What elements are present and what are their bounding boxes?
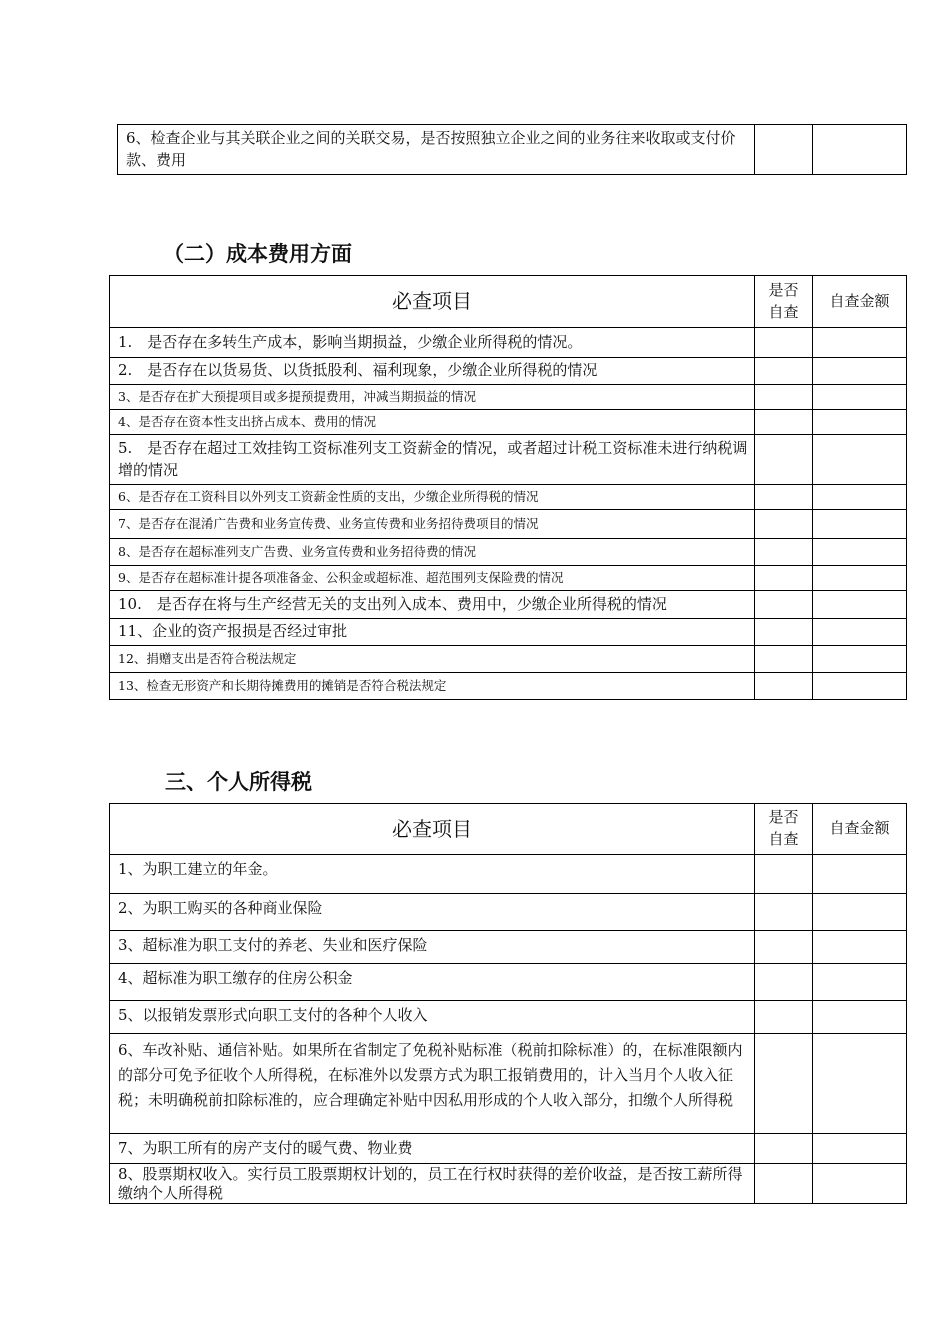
table-row	[118, 125, 907, 175]
check-item: 1、为职工建立的年金。	[110, 855, 755, 894]
amount-cell[interactable]	[813, 539, 907, 566]
table-row	[110, 619, 907, 646]
amount-cell[interactable]	[813, 1034, 907, 1134]
table-row	[110, 566, 907, 591]
amount-cell[interactable]	[813, 358, 907, 385]
check-item: 9、是否存在超标准计提各项准备金、公积金或超标准、超范围列支保险费的情况	[110, 566, 755, 591]
checked-cell[interactable]	[755, 510, 813, 539]
amount-cell[interactable]	[813, 619, 907, 646]
checked-cell[interactable]	[755, 1034, 813, 1134]
table-row	[110, 358, 907, 385]
table-row	[110, 855, 907, 894]
check-item: 4、超标准为职工缴存的住房公积金	[110, 964, 755, 1001]
amount-cell[interactable]	[813, 855, 907, 894]
amount-cell[interactable]	[813, 410, 907, 435]
amount-cell[interactable]	[813, 435, 907, 485]
check-item: 1. 是否存在多转生产成本，影响当期损益，少缴企业所得税的情况。	[110, 328, 755, 358]
table-row	[110, 646, 907, 673]
check-item: 11、企业的资产报损是否经过审批	[110, 619, 755, 646]
checked-cell[interactable]	[755, 566, 813, 591]
amount-cell[interactable]	[813, 646, 907, 673]
header-amount: 自查金额	[813, 804, 907, 855]
table-row	[110, 485, 907, 510]
checked-cell[interactable]	[755, 855, 813, 894]
table-row	[110, 894, 907, 931]
check-item: 5. 是否存在超过工效挂钩工资标准列支工资薪金的情况，或者超过计税工资标准未进行纳税调增的情况	[110, 435, 755, 485]
table-row	[110, 673, 907, 700]
table-row	[110, 1164, 907, 1204]
table-row	[110, 1001, 907, 1034]
check-item: 6、是否存在工资科目以外列支工资薪金性质的支出，少缴企业所得税的情况	[110, 485, 755, 510]
check-item: 2. 是否存在以货易货、以货抵股利、福利现象，少缴企业所得税的情况	[110, 358, 755, 385]
table-row	[110, 591, 907, 619]
personal-income-tax-table	[109, 803, 907, 1204]
amount-cell[interactable]	[813, 566, 907, 591]
check-item: 3、超标准为职工支付的养老、失业和医疗保险	[110, 931, 755, 964]
checked-cell[interactable]	[755, 539, 813, 566]
header-checked: 是否自查	[755, 276, 813, 328]
table-row	[110, 385, 907, 410]
amount-cell[interactable]	[813, 385, 907, 410]
check-item: 7、为职工所有的房产支付的暖气费、物业费	[110, 1134, 755, 1164]
related-party-table	[117, 124, 907, 175]
section-title-personal-tax: 三、个人所得税	[165, 770, 312, 794]
table-row	[110, 435, 907, 485]
checked-cell[interactable]	[755, 485, 813, 510]
header-amount: 自查金额	[813, 276, 907, 328]
check-item: 12、捐赠支出是否符合税法规定	[110, 646, 755, 673]
checked-cell[interactable]	[755, 435, 813, 485]
amount-cell[interactable]	[813, 1164, 907, 1204]
amount-cell[interactable]	[813, 125, 907, 175]
section-title-cost: （二）成本费用方面	[163, 242, 352, 266]
check-item: 6、检查企业与其关联企业之间的关联交易，是否按照独立企业之间的业务往来收取或支付价款、费用	[118, 125, 755, 175]
table-row	[110, 1034, 907, 1134]
checked-cell[interactable]	[755, 410, 813, 435]
checked-cell[interactable]	[755, 385, 813, 410]
cost-expense-table	[109, 275, 907, 700]
checked-cell[interactable]	[755, 964, 813, 1001]
checked-cell[interactable]	[755, 125, 813, 175]
table-row	[110, 964, 907, 1001]
amount-cell[interactable]	[813, 894, 907, 931]
amount-cell[interactable]	[813, 591, 907, 619]
header-item: 必查项目	[110, 804, 755, 855]
checked-cell[interactable]	[755, 358, 813, 385]
checked-cell[interactable]	[755, 673, 813, 700]
checked-cell[interactable]	[755, 619, 813, 646]
table-row	[110, 410, 907, 435]
check-item: 10. 是否存在将与生产经营无关的支出列入成本、费用中，少缴企业所得税的情况	[110, 591, 755, 619]
checked-cell[interactable]	[755, 591, 813, 619]
amount-cell[interactable]	[813, 510, 907, 539]
check-item: 3、是否存在扩大预提项目或多提预提费用，冲减当期损益的情况	[110, 385, 755, 410]
amount-cell[interactable]	[813, 673, 907, 700]
table-row	[110, 510, 907, 539]
amount-cell[interactable]	[813, 964, 907, 1001]
checked-cell[interactable]	[755, 1134, 813, 1164]
checked-cell[interactable]	[755, 894, 813, 931]
check-item: 2、为职工购买的各种商业保险	[110, 894, 755, 931]
amount-cell[interactable]	[813, 1134, 907, 1164]
check-item: 7、是否存在混淆广告费和业务宣传费、业务宣传费和业务招待费项目的情况	[110, 510, 755, 539]
check-item: 8、股票期权收入。实行员工股票期权计划的，员工在行权时获得的差价收益，是否按工薪所得缴纳个人所得税	[110, 1164, 755, 1204]
checked-cell[interactable]	[755, 931, 813, 964]
checked-cell[interactable]	[755, 1001, 813, 1034]
checked-cell[interactable]	[755, 328, 813, 358]
amount-cell[interactable]	[813, 485, 907, 510]
checked-cell[interactable]	[755, 646, 813, 673]
amount-cell[interactable]	[813, 1001, 907, 1034]
header-checked: 是否自查	[755, 804, 813, 855]
check-item: 8、是否存在超标准列支广告费、业务宣传费和业务招待费的情况	[110, 539, 755, 566]
table-row	[110, 539, 907, 566]
table-header-row	[110, 804, 907, 855]
check-item: 4、是否存在资本性支出挤占成本、费用的情况	[110, 410, 755, 435]
check-item: 5、以报销发票形式向职工支付的各种个人收入	[110, 1001, 755, 1034]
checked-cell[interactable]	[755, 1164, 813, 1204]
table-header-row	[110, 276, 907, 328]
amount-cell[interactable]	[813, 328, 907, 358]
table-row	[110, 328, 907, 358]
check-item: 13、检查无形资产和长期待摊费用的摊销是否符合税法规定	[110, 673, 755, 700]
check-item: 6、车改补贴、通信补贴。如果所在省制定了免税补贴标准（税前扣除标准）的，在标准限额内的部分可免予征收个人所得税，在标准外以发票方式为职工报销费用的，计入当月个人收入征税；未明确税前扣除标准的，应合理确定补贴中因私用形成的个人收入部分，扣缴个人所得税	[110, 1034, 755, 1134]
amount-cell[interactable]	[813, 931, 907, 964]
table-row	[110, 1134, 907, 1164]
table-row	[110, 931, 907, 964]
header-item: 必查项目	[110, 276, 755, 328]
